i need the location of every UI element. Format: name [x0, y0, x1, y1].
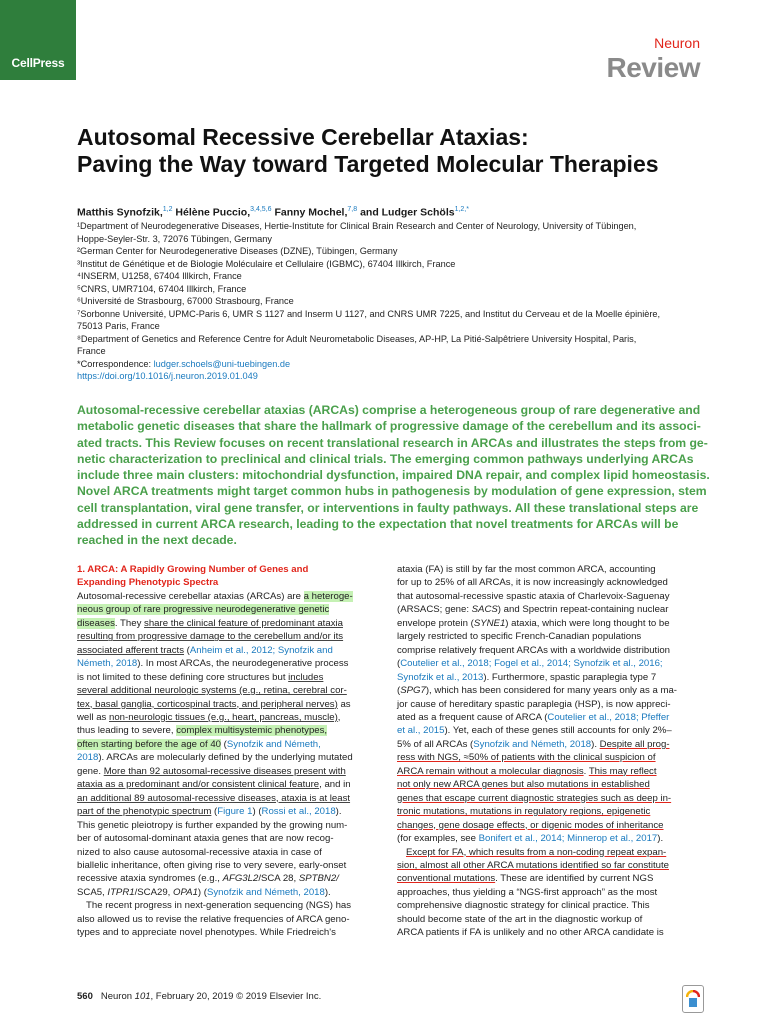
underline-annotation: genes that escape current diagnostic strategies such as deep in-	[397, 792, 672, 804]
affiliation-line: ⁵CNRS, UMR7104, 67404 Illkirch, France	[77, 283, 247, 294]
abstract-line: ated tracts. This Review focuses on recent translational research in ARCAs and illustrates the steps from ge-	[77, 435, 708, 450]
highlight: often starting before the age of 40	[77, 738, 222, 750]
highlight: complex multisystemic phenotypes,	[176, 725, 328, 737]
citation-link[interactable]: et al., 2015	[397, 725, 445, 737]
title-line-1: Autosomal Recessive Cerebellar Ataxias:	[77, 124, 529, 150]
affiliation-line: 75013 Paris, France	[77, 321, 160, 331]
correspondence	[77, 358, 707, 371]
body-line	[397, 819, 701, 832]
citation-link[interactable]: Coutelier et al., 2018; Pfeffer	[547, 711, 670, 723]
body-line: also allowed us to revise the relative frequencies of ARCA geno-	[77, 913, 350, 925]
body-line	[397, 751, 701, 764]
body-line: (for examples, see Bonifert et al., 2014; Minnerop et al., 2017).	[397, 833, 664, 845]
body-line	[77, 684, 381, 697]
citation-volume: 101	[134, 991, 151, 1002]
body-line: (Coutelier et al., 2018; Fogel et al., 2014; Synofzik et al., 2016;	[397, 658, 663, 670]
underline-annotation: Except for FA, which results from a non-coding repeat expan-	[406, 846, 667, 858]
author-affil-ref[interactable]: 3,4,5,6	[250, 206, 272, 213]
body-line: jor cause of hereditary spastic paraplegia (HSP), is now appreci-	[397, 698, 671, 710]
body-line: well as non-neurologic tissues (e.g., heart, pancreas, muscle),	[77, 711, 341, 723]
citation-link[interactable]: Synofzik and Németh, 2018	[473, 738, 592, 750]
highlight: neous group of rare progressive neurodegenerative genetic	[77, 604, 330, 616]
body-column-left	[77, 563, 381, 940]
body-line: Synofzik et al., 2013). Furthermore, spastic paraplegia type 7	[397, 671, 657, 683]
underline-annotation: resulting from progressive damage to the cerebellum and/or its	[77, 631, 344, 643]
underline-annotation: an additional 89 autosomal-recessive diseases, ataxia is at least	[77, 792, 351, 804]
affiliation-line: Hoppe-Seyler-Str. 3, 72076 Tübingen, Germany	[77, 233, 272, 244]
body-line: diseases. They share the clinical feature of predominant ataxia	[77, 617, 343, 629]
title-line-2: Paving the Way toward Targeted Molecular Therapies	[77, 151, 659, 177]
body-line: ARCA patients if FA is unlikely and no other ARCA candidate is	[397, 927, 664, 939]
check-updates-icon-graphic	[686, 990, 700, 1008]
underline-annotation: part of the phenotypic spectrum	[77, 806, 212, 818]
body-line	[397, 805, 701, 818]
author-name: and Ludger Schöls	[360, 206, 455, 219]
body-line: approaches, thus yielding a “NGS-first approach” as the most	[397, 886, 658, 898]
affiliations	[77, 220, 707, 383]
cellpress-logo-text: CellPress	[11, 56, 65, 70]
citation-date: , February 20, 2019 © 2019 Elsevier Inc.	[150, 991, 322, 1002]
body-line: for up to 25% of all ARCAs, it is now increasingly acknowledged	[397, 577, 668, 589]
correspondence-email-link[interactable]: ludger.schoels@uni-tuebingen.de	[153, 358, 291, 369]
affiliation-line: ²German Center for Neurodegenerative Diseases (DZNE), Tübingen, Germany	[77, 246, 398, 256]
body-column-right	[397, 563, 701, 940]
body-line: ated as a frequent cause of ARCA (Coutelier et al., 2018; Pfeffer	[397, 711, 670, 723]
affiliation-line: ¹Department of Neurodegenerative Diseases, Hertie-Institute for Clinical Brain Research and Center of Neurology, University of Tübingen,	[77, 221, 637, 231]
body-line: envelope protein (SYNE1) ataxia, which were long thought to be	[397, 617, 670, 629]
abstract-line: Novel ARCA treatments might target common hubs in pathogenesis by modulation of gene expression, stem	[77, 484, 707, 499]
body-line: SCA5, ITPR1/SCA29, OPA1) (Synofzik and Németh, 2018).	[77, 886, 331, 898]
body-line: nized to also cause autosomal-recessive ataxia in case of	[77, 846, 322, 858]
body-line: comprehensive diagnostic strategy for clinical practice. This	[397, 900, 650, 912]
body-line: is not limited to these defining core structures but includes	[77, 671, 324, 683]
abstract-line: cell transplantation, viral gene transfer, or interventions in faulty pathways. All these translational steps are	[77, 500, 699, 515]
body-line: ber of autosomal-dominant ataxia genes that are now recog-	[77, 833, 334, 845]
highlight: a heteroge-	[303, 590, 353, 602]
body-line	[397, 778, 701, 791]
doi-link[interactable]: https://doi.org/10.1016/j.neuron.2019.01.049	[77, 371, 258, 381]
underline-annotation: not only new ARCA genes but also mutations in established	[397, 779, 650, 791]
underline-annotation: ataxia as a predominant and/or consistent clinical feature	[77, 779, 320, 791]
body-line: that autosomal-recessive spastic ataxia of Charlevoix-Saguenay	[397, 590, 670, 602]
article-type: Review	[606, 52, 700, 83]
article-title	[77, 124, 717, 178]
citation-link[interactable]: 2018	[77, 752, 99, 764]
body-line: part of the phenotypic spectrum (Figure 1) (Rossi et al., 2018).	[77, 806, 342, 818]
author-affil-ref[interactable]: 7,8	[347, 206, 358, 213]
section-heading: 1. ARCA: A Rapidly Growing Number of Genes and	[77, 564, 309, 575]
abstract-line: include three main clusters: mitochondrial dysfunction, impaired DNA repair, and complex lipid homeostasis.	[77, 468, 710, 483]
citation-journal: Neuron	[100, 991, 135, 1002]
affiliation-line: ⁷Sorbonne Université, UPMC-Paris 6, UMR S 1127 and Inserm U 1127, and CNRS UMR 7225, and Institut du Cerveau et de la Moelle épinière,	[77, 308, 661, 319]
body-line	[397, 859, 701, 872]
underline-annotation: ress with NGS, ≈50% of patients with the clinical suspicion of	[397, 752, 656, 764]
body-line: Németh, 2018). In most ARCAs, the neurodegenerative process	[77, 658, 349, 670]
body-line	[77, 603, 381, 616]
underline-annotation: More than 92 autosomal-recessive diseases present with	[103, 765, 346, 777]
citation-link[interactable]: Németh, 2018	[77, 658, 138, 670]
abstract-line: metabolic genetic diseases that share the hallmark of progressive damage of the cerebellum and its associ-	[77, 419, 701, 434]
body-line: This genetic pleiotropy is further expanded by the growing num-	[77, 819, 348, 831]
underline-annotation: changes, gene dosage effects, or digenic modes of inheritance	[397, 819, 664, 831]
body-line: comprise relatively frequent ARCAs with a worldwide distribution	[397, 644, 671, 656]
underline-annotation: This may reflect	[588, 765, 657, 777]
underline-annotation: tex, basal ganglia, corticospinal tracts, and peripheral nerves)	[77, 698, 338, 710]
body-line: tex, basal ganglia, corticospinal tracts, and peripheral nerves) as	[77, 698, 351, 710]
underline-annotation: Despite all prog-	[599, 738, 670, 750]
underline-annotation: several additional neurologic systems (e.g., retina, cerebral cor-	[77, 685, 347, 697]
body-line: The recent progress in next-generation sequencing (NGS) has	[86, 900, 352, 912]
figure-link[interactable]: Figure 1	[217, 806, 253, 818]
underline-annotation: includes	[288, 671, 324, 683]
affiliation-line: ⁶Université de Strasbourg, 67000 Strasbourg, France	[77, 296, 294, 306]
correspondence-label: *Correspondence:	[77, 358, 154, 369]
section-heading: Expanding Phenotypic Spectra	[77, 577, 219, 589]
cellpress-logo	[0, 0, 76, 80]
body-line: types and to appreciate novel phenotypes. While Friedreich's	[77, 927, 336, 939]
body-line: thus leading to severe, complex multisystemic phenotypes,	[77, 725, 328, 737]
citation-link[interactable]: Bonifert et al., 2014; Minnerop et al., 2017	[478, 833, 658, 845]
citation-link[interactable]: Synofzik and Németh,	[226, 738, 321, 750]
body-line: associated afferent tracts (Anheim et al., 2012; Synofzik and	[77, 644, 333, 656]
body-line	[77, 792, 381, 805]
body-line: largely restricted to specific French-Canadian populations	[397, 631, 642, 643]
abstract-line: Autosomal-recessive cerebellar ataxias (ARCAs) comprise a heterogeneous group of rare degenerative and	[77, 403, 701, 417]
citation-link[interactable]: Synofzik et al., 2013	[397, 671, 484, 683]
body-line	[77, 630, 381, 643]
page-footer	[77, 991, 321, 1002]
body-line	[397, 792, 701, 805]
body-line: 2018). ARCAs are molecularly defined by the underlying mutated	[77, 752, 353, 764]
body-line	[397, 846, 701, 859]
body-line: often starting before the age of 40 (Synofzik and Németh,	[77, 738, 321, 750]
underline-annotation: tronic mutations, mutations in regulatory regions, epigenetic	[397, 806, 651, 818]
underline-annotation: ARCA remain without a molecular diagnosis	[397, 765, 584, 777]
author-affil-ref[interactable]: 1,2	[162, 206, 173, 213]
citation-link[interactable]: Synofzik and Németh, 2018	[206, 886, 325, 898]
body-line: recessive ataxia syndromes (e.g., AFG3L2/SCA 28, SPTBN2/	[77, 873, 339, 885]
affiliation-line: ⁸Department of Genetics and Reference Centre for Adult Neurometabolic Diseases, AP-HP, La Pitié-Salpêtriere University Hospital, Paris,	[77, 333, 637, 344]
body-line: conventional mutations. These are identified by current NGS	[397, 873, 654, 885]
body-line: (SPG7), which has been considered for many years only as a ma-	[397, 685, 677, 697]
underline-annotation: conventional mutations	[397, 873, 496, 885]
abstract-line: netic characterization to preclinical and clinical trials. The emerging common pathways underlying ARCAs	[77, 451, 694, 466]
body-line: should become state of the art in the diagnostic workup of	[397, 913, 643, 925]
author-list	[77, 206, 469, 219]
abstract-line: addressed in current ARCA research, leading to the expectation that novel treatments for ARCAs will be	[77, 517, 679, 532]
underline-annotation: share the clinical feature of predominant ataxia	[144, 617, 343, 629]
body-line: Autosomal-recessive cerebellar ataxias (ARCAs) are a heteroge-	[77, 590, 353, 602]
body-line: biallelic inheritance, often giving rise to very severe, early-onset	[77, 859, 347, 871]
affiliation-line: ³Institut de Génétique et de Biologie Moléculaire et Cellulaire (IGBMC), 67404 Illkirch, France	[77, 258, 456, 269]
body-line: ARCA remain without a molecular diagnosis. This may reflect	[397, 765, 657, 777]
journal-name: Neuron	[654, 35, 700, 51]
author-name: Matthis Synofzik,	[77, 206, 163, 219]
body-line: (ARSACS; gene: SACS) and Spectrin repeat-containing nuclear	[397, 604, 669, 616]
author-affil-ref[interactable]: 1,2,*	[454, 206, 469, 213]
body-line: ataxia as a predominant and/or consistent clinical feature, and in	[77, 779, 351, 791]
abstract	[77, 402, 710, 549]
affiliation-line: ⁴INSERM, U1258, 67404 Illkirch, France	[77, 271, 242, 281]
check-updates-icon[interactable]	[682, 985, 704, 1013]
body-line: 5% of all ARCAs (Synofzik and Németh, 2018). Despite all prog-	[397, 738, 670, 750]
body-line: et al., 2015). Yet, each of these genes still accounts for only 2%–	[397, 725, 672, 737]
page-number: 560	[77, 991, 93, 1002]
underline-annotation: sion, almost all other ARCA mutations identified so far constitute	[397, 859, 669, 871]
author-name: Fanny Mochel,	[274, 206, 348, 219]
body-line: ataxia (FA) is still by far the most common ARCA, accounting	[397, 564, 656, 575]
citation-link[interactable]: Anheim et al., 2012; Synofzik and	[189, 644, 333, 656]
highlight: diseases	[77, 617, 115, 629]
citation-link[interactable]: Rossi et al., 2018	[261, 806, 336, 818]
author-name: Hélène Puccio,	[175, 206, 251, 219]
underline-annotation: associated afferent tracts	[77, 644, 185, 656]
body-line: gene. More than 92 autosomal-recessive diseases present with	[77, 765, 346, 777]
underline-annotation: non-neurologic tissues (e.g., heart, pancreas, muscle)	[109, 711, 338, 723]
abstract-line: reached in the next decade.	[77, 533, 237, 548]
citation-link[interactable]: Coutelier et al., 2018; Fogel et al., 2014; Synofzik et al., 2016;	[400, 658, 663, 670]
affiliation-line: France	[77, 346, 106, 356]
